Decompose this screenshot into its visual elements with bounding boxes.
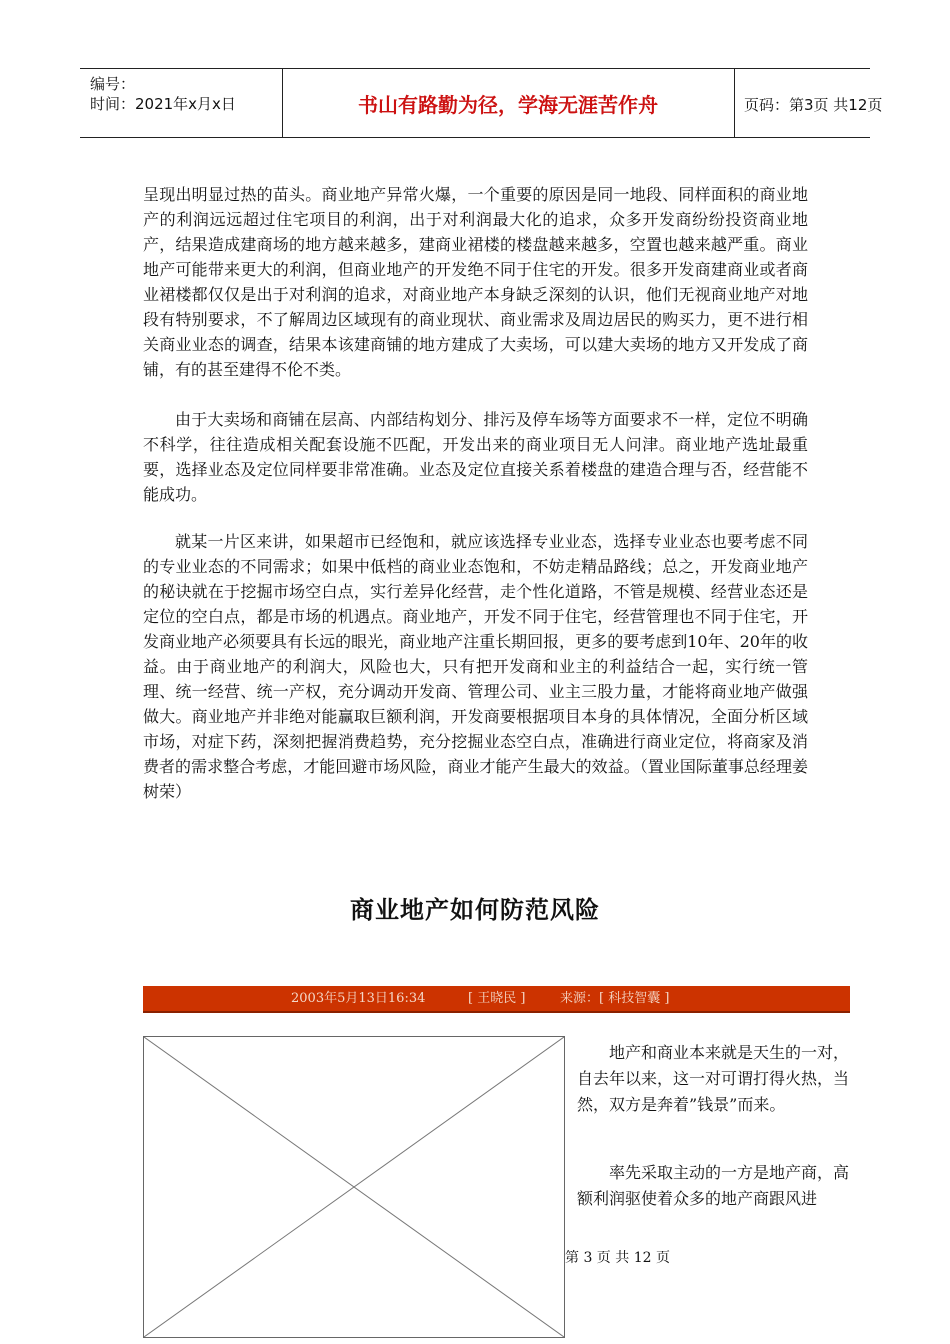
header-page-cell: [734, 69, 883, 137]
paragraph-2: 由于大卖场和商铺在层高、内部结构划分、排污及停车场等方面要求不一样，定位不明确不科学，往往造成相关配套设施不匹配，开发出来的商业项目无人问津。商业地产选址最重要，选择业态及定位同样要非常准确。业态及定位直接关系着楼盘的建造合理与否，经营能不能成功。: [143, 410, 808, 504]
side-paragraph-2: 率先采取主动的一方是地产商，高额利润驱使着众多的地产商跟风进: [577, 1163, 850, 1208]
image-placeholder: [143, 1036, 565, 1338]
article-date: 2003年5月13日16:34: [291, 991, 426, 1006]
page-footer: 第 3 页 共 12 页: [565, 1250, 670, 1266]
header-motto-cell: [282, 69, 735, 137]
number-label: 编号：: [90, 75, 136, 93]
side-paragraph-1: 地产和商业本来就是天生的一对，自去年以来，这一对可谓打得火热，当然，双方是奔着”钱景”而来。: [577, 1043, 850, 1114]
image-placeholder-cross: [144, 1037, 564, 1337]
page-info: 页码：第3页 共12页: [744, 96, 883, 114]
article-source: 来源：[ 科技智囊 ]: [560, 991, 670, 1006]
paragraph-1: 呈现出明显过热的苗头。商业地产异常火爆，一个重要的原因是同一地段、同样面积的商业地产的利润远远超过住宅项目的利润，出于对利润最大化的追求，众多开发商纷纷投资商业地产，结果造成建商场的地方越来越多，建商业裙楼的楼盘越来越多，空置也越来越严重。商业地产可能带来更大的利润，但商业地产的开发绝不同于住宅的开发。很多开发商建商业或者商业裙楼都仅仅是出于对利润的追求，对商业地产本身缺乏深刻的认识，他们无视商业地产对地段有特别要求，不了解周边区域现有的商业现状、商业需求及周边居民的购买力，更不进行相关商业业态的调查，结果本该建商铺的地方建成了大卖场，可以建大卖场的地方又开发成了商铺，有的甚至建得不伦不类。: [143, 185, 808, 379]
article-title: 商业地产如何防范风险: [350, 895, 600, 924]
date-label: 时间：2021年x月x日: [90, 95, 236, 113]
paragraph-3: 就某一片区来讲，如果超市已经饱和，就应该选择专业业态，选择专业业态也要考虑不同的专业业态的不同需求；如果中低档的商业业态饱和，不妨走精品路线；总之，开发商业地产的秘诀就在于挖掘市场空白点，实行差异化经营，走个性化道路，不管是规模、经营业态还是定位的空白点，都是市场的机遇点。商业地产，开发不同于住宅，经营管理也不同于住宅，开发商业地产必须要具有长远的眼光，商业地产注重长期回报，更多的要考虑到10年、20年的收益。由于商业地产的利润大，风险也大，只有把开发商和业主的利益结合一起，实行统一管理、统一经营、统一产权，充分调动开发商、管理公司、业主三股力量，才能将商业地产做强做大。商业地产并非绝对能赢取巨额利润，开发商要根据项目本身的具体情况，全面分析区域市场，对症下药，深刻把握消费趋势，充分挖掘业态空白点，准确进行商业定位，将商家及消费者的需求整合考虑，才能回避市场风险，商业才能产生最大的效益。（置业国际董事总经理姜树荣）: [143, 532, 808, 801]
header-meta-cell: [80, 69, 283, 137]
header-motto: 书山有路勤为径，学海无涯苦作舟: [358, 93, 658, 117]
article-meta-bar: [143, 986, 850, 1013]
page-header: [80, 68, 883, 138]
article-author: [ 王晓民 ]: [468, 991, 526, 1006]
